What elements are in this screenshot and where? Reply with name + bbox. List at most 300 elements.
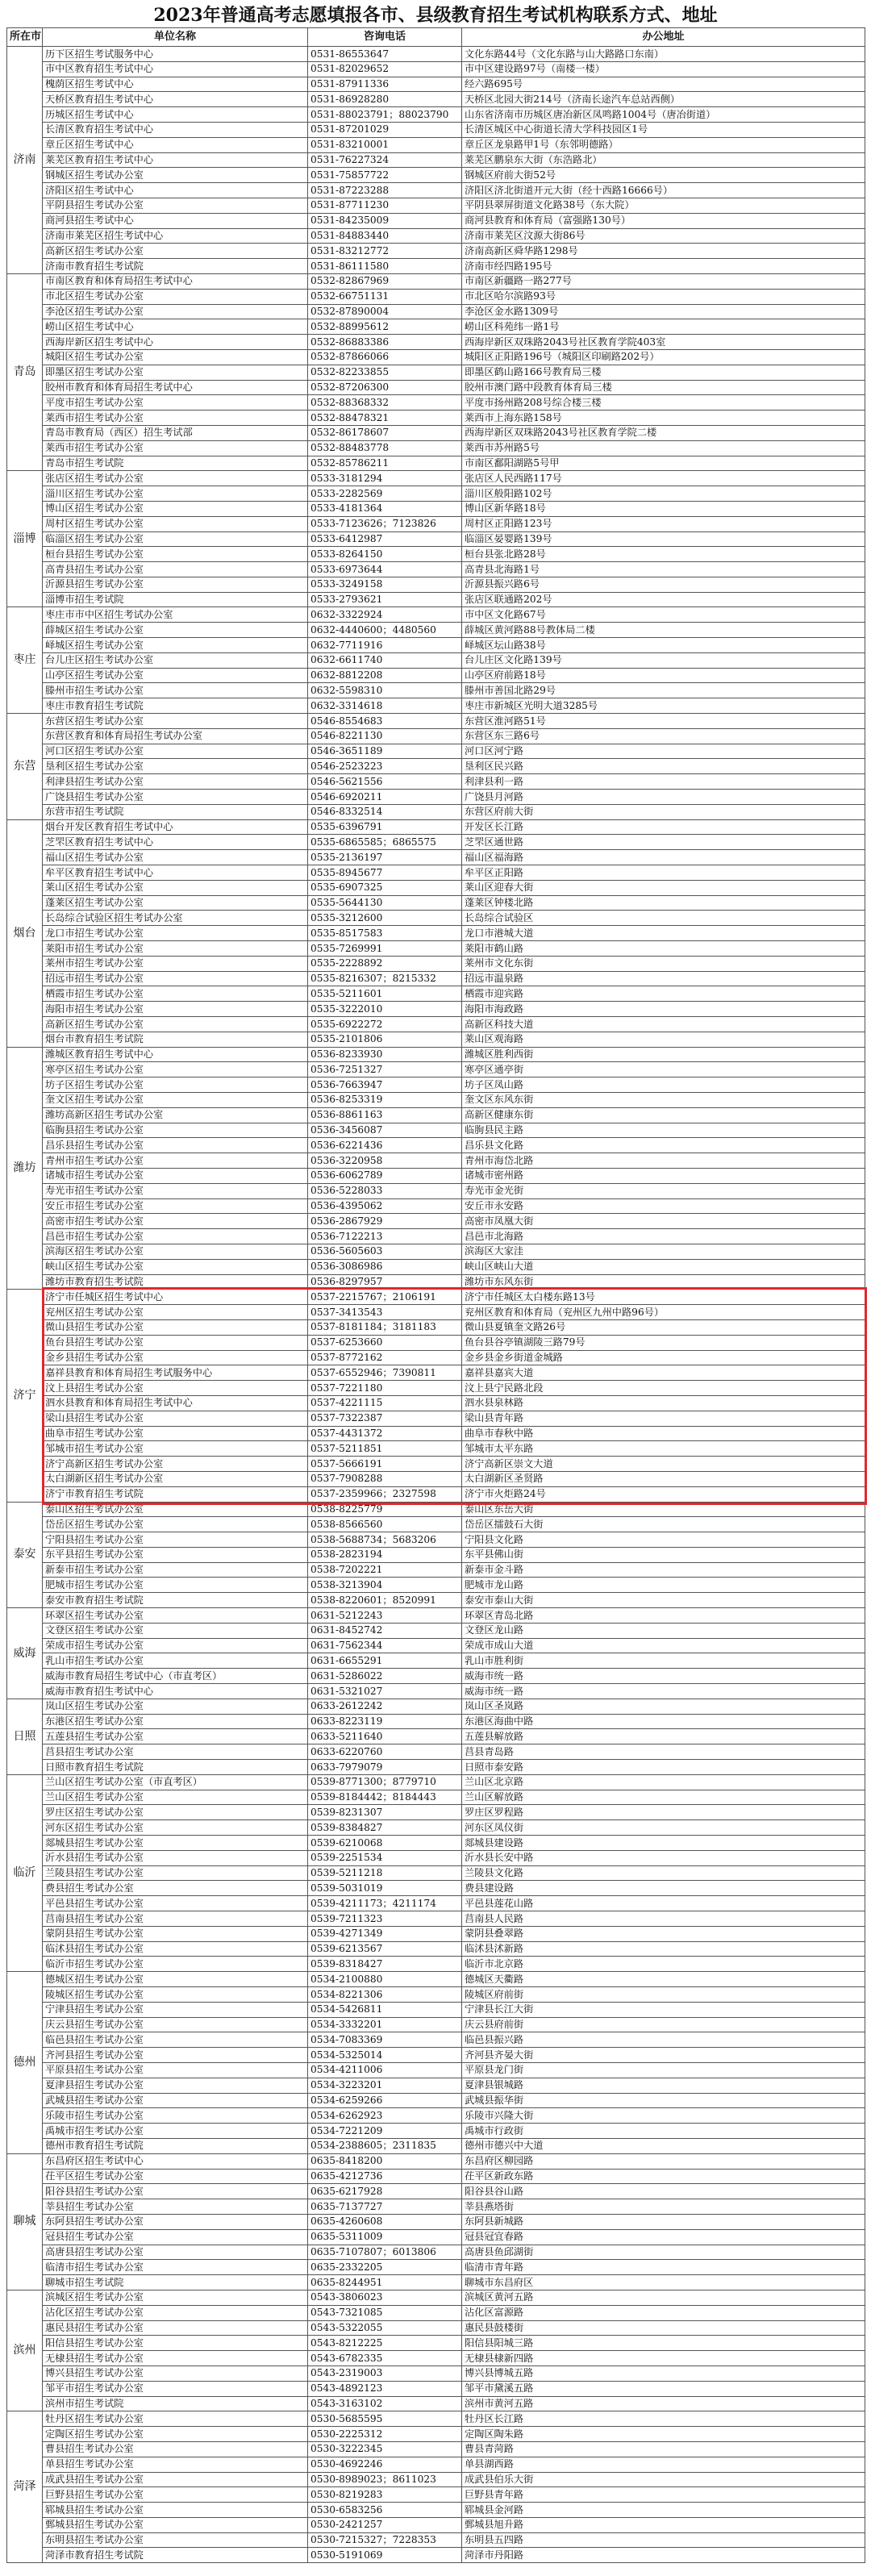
unit-name-cell: 滨城区招生考试办公室	[43, 2290, 308, 2305]
phone-cell: 0536-2867929	[308, 1214, 462, 1229]
address-cell: 嘉祥县嘉宾大道	[462, 1365, 865, 1381]
table-row	[7, 971, 865, 986]
address-cell: 薛城区黄河路88号教体局二楼	[462, 623, 865, 638]
phone-cell: 0535-8517583	[308, 926, 462, 941]
address-cell: 滨城区黄河五路	[462, 2290, 865, 2305]
table-row	[7, 880, 865, 895]
table-row	[7, 1138, 865, 1153]
unit-name-cell: 临淄区招生考试办公室	[43, 531, 308, 547]
address-cell: 平度市扬州路208号综合楼三楼	[462, 395, 865, 411]
table-row	[7, 804, 865, 819]
address-cell: 东营区东三路6号	[462, 728, 865, 744]
unit-name-cell: 蒙阴县招生考试办公室	[43, 1926, 308, 1941]
table-row	[7, 1790, 865, 1805]
phone-cell: 0532-87206300	[308, 380, 462, 395]
unit-name-cell: 平邑县招生考试办公室	[43, 1896, 308, 1911]
unit-name-cell: 肥城市招生考试办公室	[43, 1578, 308, 1593]
table-row	[7, 1305, 865, 1320]
phone-cell: 0543-6782335	[308, 2351, 462, 2366]
city-cell: 淄博	[7, 471, 43, 607]
table-row	[7, 2532, 865, 2548]
address-cell: 岱岳区擂鼓石大街	[462, 1517, 865, 1532]
unit-name-cell: 潍坊市教育招生考试院	[43, 1274, 308, 1290]
phone-cell: 0530-6583256	[308, 2503, 462, 2518]
phone-cell: 0530-7215327；7228353	[308, 2532, 462, 2548]
phone-cell: 0536-3456087	[308, 1123, 462, 1138]
address-cell: 巨野县青年路	[462, 2487, 865, 2503]
address-cell: 济南高新区舜华路1298号	[462, 244, 865, 259]
phone-cell: 0546-8332514	[308, 804, 462, 819]
phone-cell: 0538-3213904	[308, 1578, 462, 1593]
phone-cell: 0536-6062789	[308, 1168, 462, 1183]
unit-name-cell: 郯城县招生考试办公室	[43, 1836, 308, 1851]
phone-cell: 0530-2421257	[308, 2517, 462, 2532]
unit-name-cell: 垦利区招生考试办公室	[43, 759, 308, 774]
unit-name-cell: 环翠区招生考试办公室	[43, 1608, 308, 1624]
unit-name-cell: 钢城区招生考试办公室	[43, 168, 308, 183]
unit-name-cell: 高新区招生考试办公室	[43, 1017, 308, 1032]
phone-cell: 0536-8297957	[308, 1274, 462, 1290]
unit-name-cell: 威海市教育招生考试中心	[43, 1684, 308, 1699]
address-cell: 利津县利一路	[462, 774, 865, 790]
address-cell: 诸城市密州路	[462, 1168, 865, 1183]
phone-cell: 0635-2332205	[308, 2260, 462, 2275]
phone-cell: 0531-87711230	[308, 198, 462, 213]
table-row	[7, 2396, 865, 2411]
unit-name-cell: 东营区教育和体育局招生考试办公室	[43, 728, 308, 744]
address-cell: 冠县冠宜春路	[462, 2229, 865, 2245]
table-row	[7, 1699, 865, 1714]
phone-cell: 0537-6253660	[308, 1335, 462, 1350]
unit-name-cell: 坊子区招生考试办公室	[43, 1078, 308, 1093]
phone-cell: 0530-4692246	[308, 2457, 462, 2472]
phone-cell: 0535-2101806	[308, 1032, 462, 1047]
address-cell: 峄城区坛山路38号	[462, 638, 865, 653]
unit-name-cell: 荣成市招生考试办公室	[43, 1638, 308, 1653]
phone-cell: 0543-5322055	[308, 2320, 462, 2336]
table-row	[7, 304, 865, 319]
unit-name-cell: 莱阳市招生考试办公室	[43, 941, 308, 957]
address-cell: 文登区龙山路	[462, 1623, 865, 1638]
phone-cell: 0546-3651189	[308, 744, 462, 759]
unit-name-cell: 寿光市招生考试办公室	[43, 1183, 308, 1198]
unit-name-cell: 博兴县招生考试办公室	[43, 2366, 308, 2381]
table-row	[7, 1017, 865, 1032]
phone-cell: 0536-7122213	[308, 1229, 462, 1244]
unit-name-cell: 招远市招生考试办公室	[43, 971, 308, 986]
phone-cell: 0537-7221180	[308, 1381, 462, 1396]
unit-name-cell: 淄川区招生考试办公室	[43, 486, 308, 502]
address-cell: 陵城区府前街	[462, 1987, 865, 2003]
unit-name-cell: 周村区招生考试办公室	[43, 516, 308, 531]
table-row	[7, 2153, 865, 2169]
table-row	[7, 471, 865, 486]
address-cell: 阳谷县谷山路	[462, 2184, 865, 2199]
phone-cell: 0635-4260608	[308, 2214, 462, 2229]
unit-name-cell: 梁山县招生考试办公室	[43, 1411, 308, 1426]
table-row	[7, 168, 865, 183]
unit-name-cell: 高青县招生考试办公室	[43, 562, 308, 577]
unit-name-cell: 桓台县招生考试办公室	[43, 547, 308, 562]
phone-cell: 0535-5211601	[308, 986, 462, 1002]
page-title: 2023年普通高考志愿填报各市、县级教育招生考试机构联系方式、地址	[153, 5, 718, 26]
phone-cell: 0539-8384827	[308, 1820, 462, 1836]
address-cell: 蒙阴县叠翠路	[462, 1926, 865, 1941]
phone-cell: 0535-6396791	[308, 819, 462, 835]
unit-name-cell: 市北区招生考试办公室	[43, 289, 308, 304]
unit-name-cell: 河口区招生考试办公室	[43, 744, 308, 759]
address-cell: 周村区正阳路123号	[462, 516, 865, 531]
address-cell: 章丘区龙泉路甲1号（东邻明德路）	[462, 137, 865, 152]
phone-cell: 0539-6210068	[308, 1836, 462, 1851]
phone-cell: 0546-8221130	[308, 728, 462, 744]
unit-name-cell: 临邑县招生考试办公室	[43, 2032, 308, 2048]
unit-name-cell: 太白湖新区招生考试办公室	[43, 1471, 308, 1486]
table-row	[7, 1123, 865, 1138]
phone-cell: 0531-88023791；88023790	[308, 107, 462, 123]
table-row	[7, 228, 865, 244]
address-cell: 太白湖新区圣贤路	[462, 1471, 865, 1486]
address-cell: 德州市德兴中大道	[462, 2138, 865, 2153]
phone-cell: 0535-8216307；8215332	[308, 971, 462, 986]
header-city: 所在市	[7, 28, 43, 47]
table-row	[7, 819, 865, 835]
address-cell: 邹城市太平东路	[462, 1441, 865, 1457]
unit-name-cell: 历城区招生考试中心	[43, 107, 308, 123]
address-cell: 钢城区府前大街52号	[462, 168, 865, 183]
table-row	[7, 380, 865, 395]
phone-cell: 0539-2251534	[308, 1850, 462, 1865]
phone-cell: 0531-84883440	[308, 228, 462, 244]
unit-name-cell: 郓城县招生考试办公室	[43, 2503, 308, 2518]
phone-cell: 0537-8772162	[308, 1350, 462, 1365]
address-cell: 临清市青年路	[462, 2260, 865, 2275]
table-row	[7, 501, 865, 516]
table-row	[7, 728, 865, 744]
table-row	[7, 92, 865, 107]
address-cell: 张店区联通路202号	[462, 592, 865, 607]
phone-cell: 0535-3222010	[308, 1002, 462, 1017]
phone-cell: 0530-8219283	[308, 2487, 462, 2503]
address-cell: 肥城市龙山路	[462, 1578, 865, 1593]
table-row	[7, 607, 865, 623]
phone-cell: 0631-5212243	[308, 1608, 462, 1624]
header-address: 办公地址	[462, 28, 865, 47]
address-cell: 庆云县府前街	[462, 2017, 865, 2032]
table-row	[7, 1411, 865, 1426]
table-row	[7, 335, 865, 350]
phone-cell: 0633-2612242	[308, 1699, 462, 1714]
phone-cell: 0534-2388605；2311835	[308, 2138, 462, 2153]
unit-name-cell: 乐陵市招生考试办公室	[43, 2108, 308, 2124]
address-cell: 河口区河宁路	[462, 744, 865, 759]
table-row	[7, 1532, 865, 1548]
table-row	[7, 456, 865, 471]
phone-cell: 0532-87866066	[308, 349, 462, 365]
phone-cell: 0543-3806023	[308, 2290, 462, 2305]
unit-name-cell: 平度市招生考试办公室	[43, 395, 308, 411]
table-row	[7, 911, 865, 926]
unit-name-cell: 高唐县招生考试办公室	[43, 2245, 308, 2260]
address-cell: 山亭区府前路18号	[462, 668, 865, 683]
table-row	[7, 562, 865, 577]
unit-name-cell: 兖州区招生考试办公室	[43, 1305, 308, 1320]
table-row	[7, 1896, 865, 1911]
table-row	[7, 2260, 865, 2275]
phone-cell: 0631-5321027	[308, 1684, 462, 1699]
address-cell: 平邑县莲花山路	[462, 1896, 865, 1911]
phone-cell: 0632-8812208	[308, 668, 462, 683]
phone-cell: 0536-5228033	[308, 1183, 462, 1198]
unit-name-cell: 潍坊高新区招生考试办公室	[43, 1107, 308, 1123]
address-cell: 临邑县振兴路	[462, 2032, 865, 2048]
phone-cell: 0534-3332201	[308, 2017, 462, 2032]
unit-name-cell: 东营市招生考试院	[43, 804, 308, 819]
table-row	[7, 1593, 865, 1608]
table-row	[7, 2017, 865, 2032]
table-row	[7, 2517, 865, 2532]
address-cell: 桓台县张北路28号	[462, 547, 865, 562]
unit-name-cell: 枣庄市教育招生考试院	[43, 698, 308, 714]
table-row	[7, 122, 865, 137]
phone-cell: 0533-8264150	[308, 547, 462, 562]
phone-cell: 0532-82233855	[308, 365, 462, 380]
table-row	[7, 1290, 865, 1305]
phone-cell: 0535-2136197	[308, 850, 462, 865]
phone-cell: 0546-2523223	[308, 759, 462, 774]
address-cell: 市南区鄱阳湖路5号甲	[462, 456, 865, 471]
unit-name-cell: 聊城市招生考试院	[43, 2275, 308, 2290]
city-cell: 济南	[7, 47, 43, 274]
phone-cell: 0539-8771300；8779710	[308, 1774, 462, 1790]
table-row	[7, 1911, 865, 1927]
address-cell: 淄川区般阳路102号	[462, 486, 865, 502]
address-cell: 沾化区富源路	[462, 2305, 865, 2320]
address-cell: 莱州市文化东街	[462, 956, 865, 971]
table-row	[7, 77, 865, 92]
phone-cell: 0539-4211173；4211174	[308, 1896, 462, 1911]
unit-name-cell: 泗水县教育和体育局招生考试中心	[43, 1395, 308, 1411]
phone-cell: 0535-6907325	[308, 880, 462, 895]
unit-name-cell: 高密市招生考试办公室	[43, 1214, 308, 1229]
unit-name-cell: 阳信县招生考试办公室	[43, 2336, 308, 2351]
phone-cell: 0534-5325014	[308, 2048, 462, 2063]
phone-cell: 0531-86553647	[308, 47, 462, 62]
address-cell: 博兴县博城五路	[462, 2366, 865, 2381]
unit-name-cell: 齐河县招生考试办公室	[43, 2048, 308, 2063]
table-row	[7, 1941, 865, 1957]
address-cell: 青州市海岱北路	[462, 1153, 865, 1169]
table-row	[7, 2366, 865, 2381]
address-cell: 高新区科技大道	[462, 1017, 865, 1032]
table-row	[7, 273, 865, 289]
phone-cell: 0535-2228892	[308, 956, 462, 971]
phone-cell: 0531-87201029	[308, 122, 462, 137]
table-row	[7, 1653, 865, 1669]
unit-name-cell: 莱西市招生考试办公室	[43, 411, 308, 426]
table-row	[7, 2245, 865, 2260]
phone-cell: 0538-2823194	[308, 1547, 462, 1562]
unit-name-cell: 诸城市招生考试办公室	[43, 1168, 308, 1183]
table-row	[7, 2138, 865, 2153]
unit-name-cell: 文登区招生考试办公室	[43, 1623, 308, 1638]
table-row	[7, 2503, 865, 2518]
table-row	[7, 1259, 865, 1274]
unit-name-cell: 平原县招生考试办公室	[43, 2062, 308, 2078]
table-row	[7, 2427, 865, 2442]
table-row	[7, 941, 865, 957]
unit-name-cell: 峄城区招生考试办公室	[43, 638, 308, 653]
unit-name-cell: 商河县招生考试中心	[43, 213, 308, 228]
table-row	[7, 1350, 865, 1365]
table-row	[7, 1926, 865, 1941]
unit-name-cell: 莱山区招生考试办公室	[43, 880, 308, 895]
unit-name-cell: 市中区教育招生考试中心	[43, 61, 308, 77]
address-cell: 梁山县青年路	[462, 1411, 865, 1426]
table-row	[7, 395, 865, 411]
unit-name-cell: 夏津县招生考试办公室	[43, 2078, 308, 2093]
phone-cell: 0537-7908288	[308, 1471, 462, 1486]
unit-name-cell: 五莲县招生考试办公室	[43, 1729, 308, 1744]
phone-cell: 0538-8220601；8520991	[308, 1593, 462, 1608]
table-row	[7, 259, 865, 274]
address-cell: 西海岸新区双珠路2043号社区教育学院二楼	[462, 425, 865, 440]
address-cell: 兰山区北京路	[462, 1774, 865, 1790]
table-row	[7, 1805, 865, 1820]
address-cell: 莱山区迎春大街	[462, 880, 865, 895]
table-row	[7, 47, 865, 62]
address-cell: 菏泽市丹阳路	[462, 2548, 865, 2563]
unit-name-cell: 莒县招生考试办公室	[43, 1744, 308, 1760]
address-cell: 汶上县宁民路北段	[462, 1381, 865, 1396]
unit-name-cell: 单县招生考试办公室	[43, 2457, 308, 2472]
table-row	[7, 319, 865, 335]
unit-name-cell: 临朐县招生考试办公室	[43, 1123, 308, 1138]
phone-cell: 0535-7269991	[308, 941, 462, 957]
phone-cell: 0543-8212225	[308, 2336, 462, 2351]
table-row	[7, 2048, 865, 2063]
phone-cell: 0532-82867969	[308, 273, 462, 289]
table-row	[7, 531, 865, 547]
table-row	[7, 2411, 865, 2427]
unit-name-cell: 滨海区招生考试办公室	[43, 1244, 308, 1259]
phone-cell: 0532-66751131	[308, 289, 462, 304]
unit-name-cell: 临沭县招生考试办公室	[43, 1941, 308, 1957]
unit-name-cell: 泰山区招生考试办公室	[43, 1502, 308, 1517]
unit-name-cell: 兰山区招生考试办公室	[43, 1790, 308, 1805]
unit-name-cell: 沂源县招生考试办公室	[43, 577, 308, 592]
address-cell: 莒县青岛路	[462, 1744, 865, 1760]
unit-name-cell: 高新区招生考试办公室	[43, 244, 308, 259]
unit-name-cell: 海阳市招生考试办公室	[43, 1002, 308, 1017]
unit-name-cell: 寒亭区招生考试办公室	[43, 1062, 308, 1078]
phone-cell: 0536-8253319	[308, 1092, 462, 1107]
unit-name-cell: 薛城区招生考试办公室	[43, 623, 308, 638]
table-row	[7, 1669, 865, 1684]
address-cell: 莱山区观海路	[462, 1032, 865, 1047]
table-row	[7, 1002, 865, 1017]
unit-name-cell: 济宁高新区招生考试办公室	[43, 1457, 308, 1472]
unit-name-cell: 市南区教育和体育局招生考试中心	[43, 273, 308, 289]
table-row	[7, 1183, 865, 1198]
table-row	[7, 668, 865, 683]
address-cell: 济南市莱芜区汶源大街86号	[462, 228, 865, 244]
table-row	[7, 1729, 865, 1744]
table-row	[7, 1244, 865, 1259]
unit-name-cell: 即墨区招生考试办公室	[43, 365, 308, 380]
table-row	[7, 1365, 865, 1381]
phone-cell: 0531-87223288	[308, 183, 462, 198]
phone-cell: 0530-8989023；8611023	[308, 2472, 462, 2487]
unit-name-cell: 崂山区招生考试中心	[43, 319, 308, 335]
table-row	[7, 1820, 865, 1836]
phone-cell: 0537-2215767；2106191	[308, 1290, 462, 1305]
city-cell: 烟台	[7, 819, 43, 1047]
phone-cell: 0530-3222345	[308, 2441, 462, 2457]
table-row	[7, 213, 865, 228]
address-cell: 长岛综合试验区	[462, 911, 865, 926]
address-cell: 五莲县解放路	[462, 1729, 865, 1744]
address-cell: 东营区淮河路51号	[462, 714, 865, 729]
address-cell: 岚山区圣岚路	[462, 1699, 865, 1714]
table-row	[7, 1517, 865, 1532]
unit-name-cell: 东昌府区招生考试中心	[43, 2153, 308, 2169]
address-cell: 滨州市黄河五路	[462, 2396, 865, 2411]
table-row	[7, 1457, 865, 1472]
table-row	[7, 2351, 865, 2366]
unit-name-cell: 利津县招生考试办公室	[43, 774, 308, 790]
unit-name-cell: 微山县招生考试办公室	[43, 1319, 308, 1335]
phone-cell: 0543-4892123	[308, 2381, 462, 2396]
address-cell: 荣成市成山大道	[462, 1638, 865, 1653]
phone-cell: 0537-5211851	[308, 1441, 462, 1457]
unit-name-cell: 峡山区招生考试办公室	[43, 1259, 308, 1274]
phone-cell: 0535-6922272	[308, 1017, 462, 1032]
address-cell: 市中区文化路67号	[462, 607, 865, 623]
unit-name-cell: 东明县招生考试办公室	[43, 2532, 308, 2548]
table-row	[7, 1395, 865, 1411]
phone-cell: 0632-3314618	[308, 698, 462, 714]
phone-cell: 0533-4181364	[308, 501, 462, 516]
unit-name-cell: 曹县招生考试办公室	[43, 2441, 308, 2457]
unit-name-cell: 鱼台县招生考试办公室	[43, 1335, 308, 1350]
address-cell: 济宁市任城区太白楼东路13号	[462, 1290, 865, 1305]
address-cell: 成武县伯乐大街	[462, 2472, 865, 2487]
city-cell: 威海	[7, 1608, 43, 1699]
phone-cell: 0539-5211218	[308, 1865, 462, 1881]
phone-cell: 0534-5426811	[308, 2002, 462, 2017]
address-cell: 潍坊市东风东街	[462, 1274, 865, 1290]
address-cell: 环翠区青岛北路	[462, 1608, 865, 1624]
table-row	[7, 2062, 865, 2078]
phone-cell: 0539-8184442；8184443	[308, 1790, 462, 1805]
phone-cell: 0536-7251327	[308, 1062, 462, 1078]
table-row	[7, 1760, 865, 1775]
table-row	[7, 850, 865, 865]
phone-cell: 0631-6655291	[308, 1653, 462, 1669]
table-row	[7, 1274, 865, 1290]
phone-cell: 0535-8945677	[308, 865, 462, 881]
unit-name-cell: 乳山市招生考试办公室	[43, 1653, 308, 1669]
unit-name-cell: 庆云县招生考试办公室	[43, 2017, 308, 2032]
address-cell: 河东区凤仪街	[462, 1820, 865, 1836]
address-cell: 济宁市火炬路24号	[462, 1486, 865, 1502]
phone-cell: 0633-8223119	[308, 1714, 462, 1729]
unit-name-cell: 济宁市任城区招生考试中心	[43, 1290, 308, 1305]
phone-cell: 0539-4271349	[308, 1926, 462, 1941]
phone-cell: 0536-6221436	[308, 1138, 462, 1153]
address-cell: 招远市温泉路	[462, 971, 865, 986]
